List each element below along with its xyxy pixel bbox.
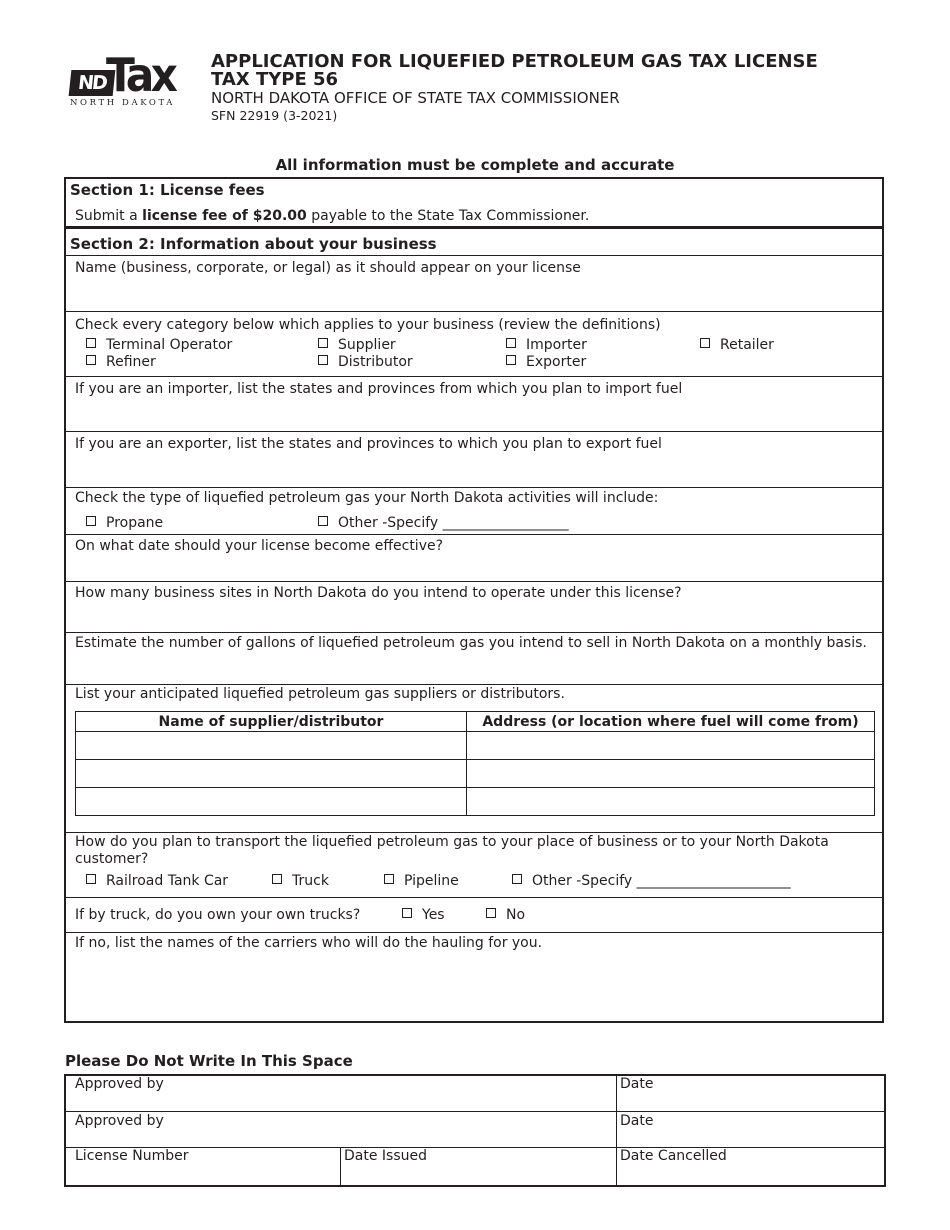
row-divider (66, 897, 882, 898)
checkbox-icon[interactable] (86, 355, 96, 365)
checkbox-icon[interactable] (384, 874, 394, 884)
nd-tax-logo (68, 48, 186, 112)
business-sites-label: How many business sites in North Dakota do you intend to operate under this license? (75, 585, 682, 601)
row-divider (66, 1111, 884, 1112)
row-divider (66, 311, 882, 312)
application-form (64, 177, 884, 1023)
date-2-label: Date (620, 1113, 654, 1129)
supplier-name-cell[interactable] (76, 760, 467, 788)
own-trucks-label: If by truck, do you own your own trucks? (75, 907, 361, 923)
license-fee-text: Submit a license fee of $20.00 payable to the State Tax Commissioner. (75, 208, 590, 224)
checkbox-distributor[interactable]: Distributor (318, 354, 413, 370)
carriers-label: If no, list the names of the carriers who will do the hauling for you. (75, 935, 543, 951)
supplier-name-cell[interactable] (76, 788, 467, 816)
checkbox-importer[interactable]: Importer (506, 337, 587, 353)
license-number-label: License Number (75, 1148, 189, 1164)
checkbox-icon[interactable] (272, 874, 282, 884)
checkbox-icon[interactable] (402, 908, 412, 918)
logo-nd-mark: ND (69, 70, 116, 96)
date-1-label: Date (620, 1076, 654, 1092)
checkbox-own-trucks-no[interactable]: No (486, 907, 525, 923)
checkbox-own-trucks-yes[interactable]: Yes (402, 907, 445, 923)
checkbox-icon[interactable] (86, 338, 96, 348)
checkbox-icon[interactable] (506, 355, 516, 365)
date-issued-label: Date Issued (344, 1148, 428, 1164)
logo-state-text: NORTH DAKOTA (70, 98, 176, 108)
row-divider (66, 684, 882, 685)
transport-label-line1: How do you plan to transport the liquefied petroleum gas to your place of business or to your North Dakota (75, 834, 829, 850)
checkbox-retailer[interactable]: Retailer (700, 337, 774, 353)
supplier-address-cell[interactable] (467, 732, 875, 760)
row-divider (66, 487, 882, 488)
section-divider (66, 226, 882, 229)
row-divider (66, 376, 882, 377)
form-title (211, 53, 818, 89)
checkbox-icon[interactable] (86, 874, 96, 884)
checkbox-truck[interactable]: Truck (272, 873, 329, 889)
checkbox-supplier[interactable]: Supplier (318, 337, 396, 353)
row-divider (66, 581, 882, 582)
supplier-name-header: Name of supplier/distributor (76, 712, 467, 732)
date-cancelled-label: Date Cancelled (620, 1148, 727, 1164)
row-divider (66, 431, 882, 432)
suppliers-label: List your anticipated liquefied petroleum gas suppliers or distributors. (75, 686, 565, 702)
effective-date-label: On what date should your license become effective? (75, 538, 444, 554)
checkbox-icon[interactable] (86, 516, 96, 526)
table-row (76, 760, 875, 788)
business-name-label: Name (business, corporate, or legal) as it should appear on your license (75, 260, 581, 276)
checkbox-railroad-tank-car[interactable]: Railroad Tank Car (86, 873, 228, 889)
form-number: SFN 22919 (3-2021) (211, 108, 338, 123)
exporter-label: If you are an exporter, list the states and provinces to which you plan to export fuel (75, 436, 662, 452)
row-divider (66, 932, 882, 933)
checkbox-icon[interactable] (318, 355, 328, 365)
row-divider (66, 832, 882, 833)
importer-label: If you are an importer, list the states and provinces from which you plan to import fuel (75, 381, 683, 397)
checkbox-propane[interactable]: Propane (86, 515, 163, 531)
checkbox-transport-other[interactable]: Other -Specify ______________________ (512, 873, 791, 889)
checkbox-icon[interactable] (318, 338, 328, 348)
supplier-table (75, 711, 875, 816)
approved-by-2-label: Approved by (75, 1113, 164, 1129)
checkbox-icon[interactable] (506, 338, 516, 348)
checkbox-gas-other[interactable]: Other -Specify __________________ (318, 515, 569, 531)
category-label: Check every category below which applies to your business (review the definitions) (75, 317, 661, 333)
office-use-table (64, 1074, 886, 1187)
column-divider (616, 1076, 617, 1185)
checkbox-icon[interactable] (700, 338, 710, 348)
approved-by-1-label: Approved by (75, 1076, 164, 1092)
section2-title: Section 2: Information about your business (70, 235, 437, 253)
table-row (76, 732, 875, 760)
form-title-line1: APPLICATION FOR LIQUEFIED PETROLEUM GAS TAX LICENSE (211, 51, 818, 72)
gas-type-label: Check the type of liquefied petroleum gas your North Dakota activities will include: (75, 490, 659, 506)
row-divider (66, 255, 882, 256)
checkbox-icon[interactable] (318, 516, 328, 526)
supplier-address-cell[interactable] (467, 760, 875, 788)
checkbox-pipeline[interactable]: Pipeline (384, 873, 459, 889)
form-title-line2: TAX TYPE 56 (211, 69, 339, 90)
checkbox-terminal-operator[interactable]: Terminal Operator (86, 337, 232, 353)
row-divider (66, 534, 882, 535)
monthly-gallons-label: Estimate the number of gallons of liquefied petroleum gas you intend to sell in North Dakota on a monthly basis. (75, 635, 867, 651)
table-header-row (76, 712, 875, 732)
checkbox-icon[interactable] (486, 908, 496, 918)
logo-tax-word: Tax (106, 48, 175, 102)
supplier-address-header: Address (or location where fuel will come from) (467, 712, 875, 732)
row-divider (66, 632, 882, 633)
agency-name: NORTH DAKOTA OFFICE OF STATE TAX COMMISSIONER (211, 89, 620, 107)
column-divider (340, 1147, 341, 1185)
checkbox-exporter[interactable]: Exporter (506, 354, 586, 370)
supplier-address-cell[interactable] (467, 788, 875, 816)
row-divider (66, 1147, 884, 1148)
completeness-notice: All information must be complete and accurate (275, 156, 675, 174)
table-row (76, 788, 875, 816)
section1-title: Section 1: License fees (70, 181, 265, 199)
checkbox-icon[interactable] (512, 874, 522, 884)
checkbox-refiner[interactable]: Refiner (86, 354, 156, 370)
transport-label-line2: customer? (75, 851, 149, 867)
office-use-title: Please Do Not Write In This Space (65, 1052, 353, 1070)
supplier-name-cell[interactable] (76, 732, 467, 760)
